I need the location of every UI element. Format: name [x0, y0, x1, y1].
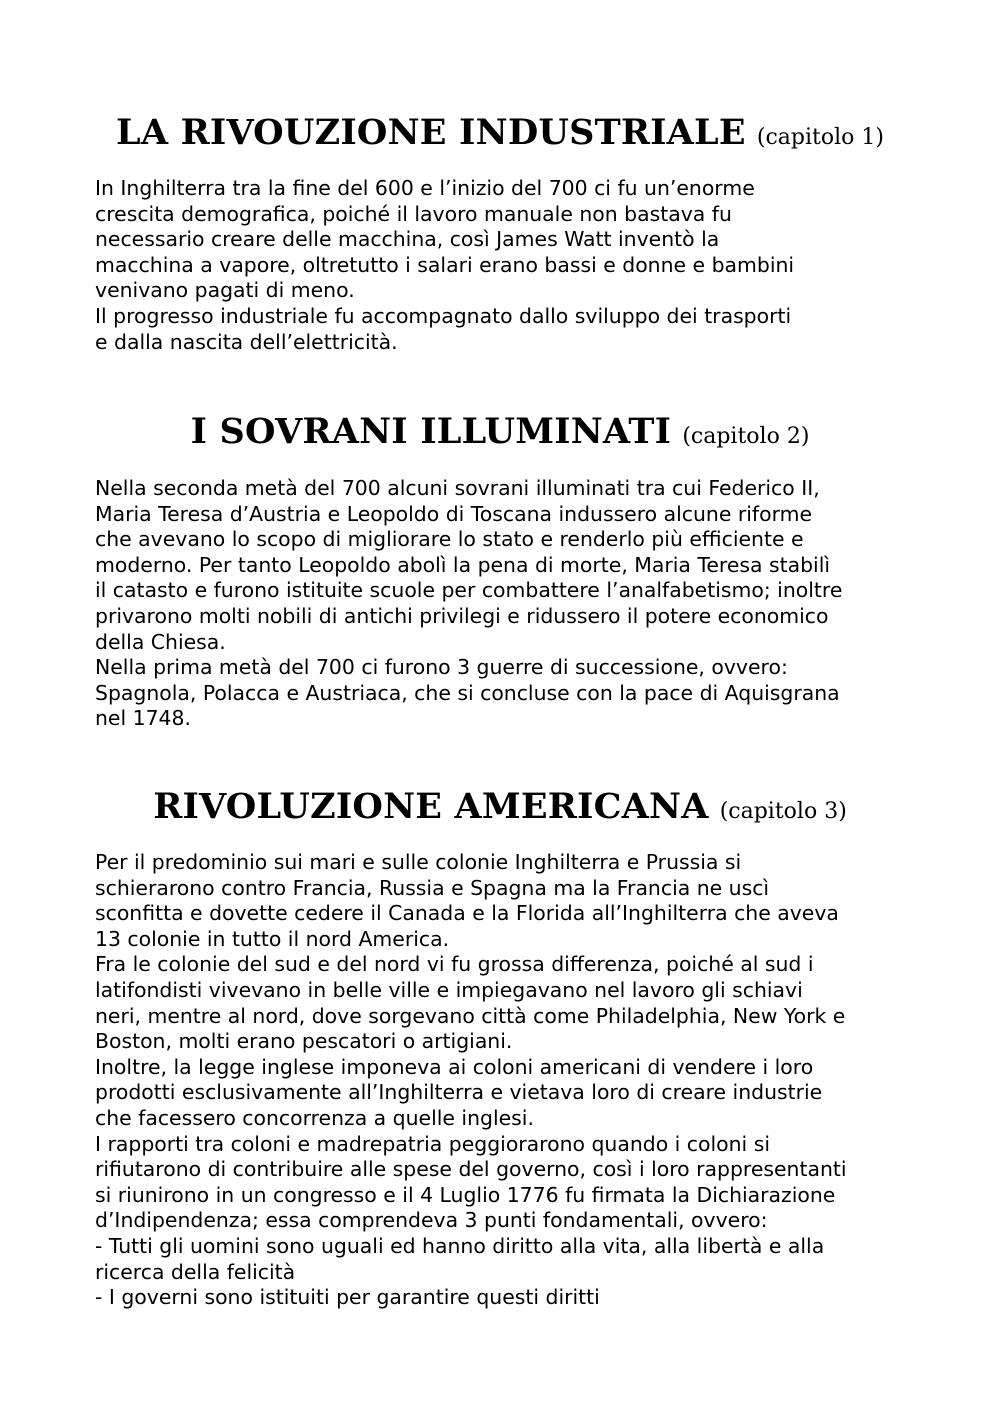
- text-line: che facessero concorrenza a quelle inglesi.: [95, 1105, 534, 1130]
- text-line: Nella prima metà del 700 ci furono 3 guerre di successione, ovvero:: [95, 655, 788, 680]
- section-title-enlightened-sovereigns: [0, 411, 1000, 452]
- text-line: che avevano lo scopo di migliorare lo stato e renderlo più efficiente e: [95, 527, 804, 552]
- text-line: il catasto e furono istituite scuole per combattere l’analfabetismo; inoltre: [95, 578, 843, 603]
- text-line: ricerca della felicità: [95, 1259, 296, 1284]
- text-line: - Tutti gli uomini sono uguali ed hanno diritto alla vita, alla libertà e alla: [95, 1233, 825, 1258]
- chapter-label: (capitolo 1): [756, 125, 884, 150]
- text-line: rifiutarono di contribuire alle spese del governo, così i loro rappresentanti: [95, 1157, 847, 1182]
- text-line: - I governi sono istituiti per garantire questi diritti: [95, 1285, 600, 1310]
- text-line: Nella seconda metà del 700 alcuni sovrani illuminati tra cui Federico II,: [95, 476, 820, 500]
- text-line: venivano pagati di meno.: [95, 278, 355, 303]
- text-line: necessario creare delle macchina, così James Watt inventò la: [95, 227, 720, 252]
- section-title-industrial-revolution: [0, 112, 1000, 153]
- text-line: privarono molti nobili di antichi privilegi e ridussero il potere economico: [95, 603, 829, 628]
- text-line: Fra le colonie del sud e del nord vi fu grossa differenza, poiché al sud i: [95, 952, 814, 977]
- text-line: Per il predominio sui mari e sulle colonie Inghilterra e Prussia si: [95, 850, 742, 874]
- chapter-label: (capitolo 2): [682, 424, 810, 449]
- text-line: e dalla nascita dell’elettricità.: [95, 329, 398, 354]
- text-line: schierarono contro Francia, Russia e Spagna ma la Francia ne uscì: [95, 875, 770, 900]
- text-line: moderno. Per tanto Leopoldo abolì la pena di morte, Maria Teresa stabilì: [95, 552, 831, 577]
- chapter-label: (capitolo 3): [719, 799, 847, 824]
- text-line: Il progresso industriale fu accompagnato dallo sviluppo dei trasporti: [95, 303, 792, 328]
- section-heading: LA RIVOUZIONE INDUSTRIALE: [116, 112, 746, 153]
- section-title-american-revolution: [0, 786, 1000, 827]
- section-body: [95, 850, 935, 1311]
- section-heading: I SOVRANI ILLUMINATI: [190, 411, 672, 452]
- text-line: 13 colonie in tutto il nord America.: [95, 926, 450, 951]
- text-line: d’Indipendenza; essa comprendeva 3 punti fondamentali, ovvero:: [95, 1208, 768, 1233]
- text-line: crescita demografica, poiché il lavoro manuale non bastava fu: [95, 201, 732, 226]
- text-line: Spagnola, Polacca e Austriaca, che si concluse con la pace di Aquisgrana: [95, 680, 840, 705]
- text-line: Maria Teresa d’Austria e Leopoldo di Toscana indussero alcune riforme: [95, 501, 813, 526]
- text-line: sconfitta e dovette cedere il Canada e la Florida all’Inghilterra che aveva: [95, 901, 839, 926]
- text-line: della Chiesa.: [95, 629, 226, 654]
- text-line: nel 1748.: [95, 706, 191, 731]
- section-heading: RIVOLUZIONE AMERICANA: [153, 786, 709, 827]
- text-line: Boston, molti erano pescatori o artigiani.: [95, 1029, 513, 1054]
- section-body: [95, 176, 935, 355]
- text-line: In Inghilterra tra la fine del 600 e l’inizio del 700 ci fu un’enorme: [95, 176, 755, 200]
- text-line: latifondisti vivevano in belle ville e impiegavano nel lavoro gli schiavi: [95, 977, 803, 1002]
- text-line: prodotti esclusivamente all’Inghilterra e vietava loro di creare industrie: [95, 1080, 823, 1105]
- text-line: neri, mentre al nord, dove sorgevano città come Philadelphia, New York e: [95, 1003, 846, 1028]
- text-line: I rapporti tra coloni e madrepatria peggiorarono quando i coloni si: [95, 1131, 770, 1156]
- text-line: macchina a vapore, oltretutto i salari erano bassi e donne e bambini: [95, 252, 795, 277]
- section-body: [95, 476, 935, 732]
- text-line: Inoltre, la legge inglese imponeva ai coloni americani di vendere i loro: [95, 1054, 814, 1079]
- text-line: si riunirono in un congresso e il 4 Luglio 1776 fu firmata la Dichiarazione: [95, 1182, 836, 1207]
